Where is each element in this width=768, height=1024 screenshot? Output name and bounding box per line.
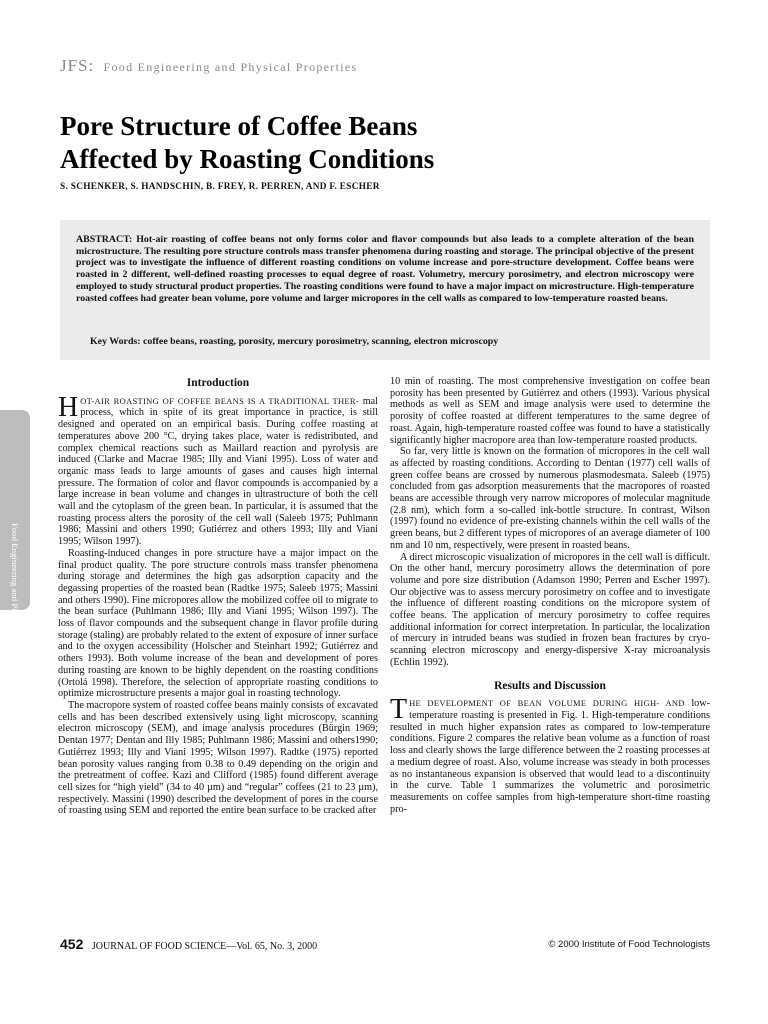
intro-paragraph-3: The macropore system of roasted coffee beans mainly consists of excavated cells and has been described extensively using light microscopy, scanning electron microscopy (SEM), and image analysis procedures (Bürgin 1969; Dentan 1977; Dentan and Illy 1985; Puhlmann 1986; Massini and others1990; Gutiérrez 1993; Illy and Viani 1995; Wilson 1997). Radtke (1975) reported bean porosity values ranging from 0.38 to 0.49 depending on the origin and the pretreatment of coffee. Kazi and Clifford (1985) found different average cell sizes for “high yield” (34 to 40 µm) and “regular” coffees (21 to 23 µm), respectively. Massini (1990) described the development of pores in the course of roasting using SEM and reported the entire bean surface to be cracked after (58, 699, 378, 817)
title-line-1: Pore Structure of Coffee Beans (60, 111, 418, 141)
results-discussion-heading: Results and Discussion (494, 679, 606, 692)
right-column (390, 376, 710, 936)
introduction-heading: Introduction (186, 377, 250, 389)
drop-cap: T (390, 694, 408, 726)
intro-paragraph-2: Roasting-induced changes in pore structure have a major impact on the final product quality. The pore structure controls mass transfer phenomena during storage and determines the high gas adsorption capacity and the degassing properties of the roasted bean (Radtke 1975; Saleeb 1975; Massini and others 1990). Fine micropores allow the mobilized coffee oil to migrate to the bean surface (Puhlmann 1986; Illy and Viani 1995; Wilson 1997). The loss of flavor compounds and the subsequent change in flavor profile during storage (staling) are probably related to the extent of exposure of inner surface and to the oxygen accessibility (Holscher and Steinhart 1992; Gutiérrez and others 1993). Both volume increase of the bean and development of pores during roasting are known to be highly dependent on the roasting conditions (Ortolá 1998). Therefore, the selection of appropriate roasting conditions to optimize microstructure presents a major goal in roasting technology. (58, 547, 378, 700)
paragraph-body: low-temperature roasting is presented in Fig. 1. High-temperature conditions resulted in much higher expansion rates as compared to low-temperature conditions. Figure 2 compares the relative bean volume as a function of roast loss and clearly shows the large difference between the 2 roasting processes at a medium degree of roast. Also, volume increase was steady in both processes as no instantaneous expansion is observed that would lead to a discontinuity in the curve. Table 1 summarizes the volumetric and porosimetric measurements on coffee samples from high-temperature short-time roasting pro- (390, 698, 710, 815)
journal-header (60, 56, 357, 76)
left-column (58, 376, 378, 936)
keywords: Key Words: coffee beans, roasting, porosity, mercury porosimetry, scanning, electron microscopy (90, 336, 499, 347)
paragraph-body: mal process, which in spite of its great importance in practice, is still designed and operated on an empirical basis. During coffee roasting at temperatures above 200 °C, drying takes place, water is redistributed, and complex chemical reactions such as Maillard reaction and pyrolysis are induced (Clarke and Macrae 1985; Illy and Viani 1995). Loss of water and organic mass leads to large amounts of gases and causes high internal pressure. The formation of color and flavor compounds is accompanied by a large increase in bean volume and changes in ultrastructure of both the cell wall and the cytoplasm of the green bean. In particular, it is assumed that the roasting process alters the porosity of the cell wall (Saleeb 1975; Puhlmann 1986; Massini and others 1990; Gutiérrez and others 1993; Illy and Viani 1995; Wilson 1997). (58, 395, 378, 548)
abstract-text: ABSTRACT: Hot-air roasting of coffee beans not only forms color and flavor compounds but also leads to a complete alteration of the bean microstructure. The resulting pore structure controls mass transfer phenomena during roasting and storage. The principal objective of the present project was to investigate the influence of different roasting conditions on volume increase and pore-structure development. Coffee beans were roasted in 2 different, well-defined roasting processes to equal degree of roast. Volumetry, mercury porosimetry, and electron microscopy were employed to study structural product properties. The roasting conditions were found to have a major impact on microstructure. High-temperature roasted coffees had greater bean volume, pore volume and larger micropores in the cell walls as compared to low-temperature roasted beans. (76, 234, 694, 304)
drop-cap: H (58, 391, 79, 423)
intro-paragraph-6: A direct microscopic visualization of micropores in the cell wall is difficult. On the other hand, mercury porosimetry allows the determination of pore volume and pore size distribution (Adamson 1990; Perren and Escher 1997). Our objective was to assess mercury porosimetry on coffee and to investigate the influence of different roasting conditions on the micropore system of coffee beans. The application of mercury porosimetry to coffee requires additional information for correct interpretation. In particular, the localization of mercury in intruded beans was studied in frozen bean fractures by cryo-scanning electron microscopy and energy-dispersive X-ray microanalysis (Echlin 1992). (390, 551, 710, 668)
intro-paragraph-5: So far, very little is known on the formation of micropores in the cell wall as affected by roasting conditions. According to Dentan (1977) cell walls of green coffee beans are crossed by numerous plasmodesmata. Saleeb (1975) concluded from gas adsorption measurements that the macropores of roasted beans are accessible through very narrow micropores of molecular magnitude (2.8 nm), which form a so-called ink-bottle structure. In contrast, Wilson (1997) found no evidence of pre-existing channels within the cell walls of the green beans, but 2 different types of micropores of an average diameter of 100 nm and 10 nm, respectively, were present in roasted beans. (390, 446, 710, 551)
section-side-tab (0, 410, 30, 672)
page-number: 452 (60, 936, 84, 952)
title-line-2: Affected by Roasting Conditions (60, 144, 435, 174)
copyright-notice: © 2000 Institute of Food Technologists (548, 939, 710, 950)
page-footer (60, 936, 710, 954)
journal-citation: JOURNAL OF FOOD SCIENCE—Vol. 65, No. 3, 2000 (91, 941, 318, 952)
lead-in: HE DEVELOPMENT OF BEAN VOLUME DURING HIGH- AND (409, 698, 685, 709)
journal-section: Food Engineering and Physical Properties (103, 60, 358, 74)
article-title (60, 110, 700, 176)
intro-paragraph-4: 10 min of roasting. The most comprehensive investigation on coffee bean porosity has been presented by Gutiérrez and others (1993). Various physical methods as well as SEM and image analysis were used to determine the porosity of coffee roasted at different temperatures to the same degree of roast. Again, high-temperature roasted coffee was found to have a statistically significantly higher macropore area than low-temperature roasted products. (390, 376, 710, 446)
author-list: S. SCHENKER, S. HANDSCHIN, B. FREY, R. PERREN, AND F. ESCHER (60, 182, 380, 192)
intro-paragraph-1 (58, 391, 378, 548)
lead-in: OT-AIR ROASTING OF COFFEE BEANS IS A TRADITIONAL THER- (80, 395, 359, 406)
results-paragraph-1 (390, 694, 710, 815)
journal-abbreviation: JFS: (60, 56, 95, 75)
abstract-box (60, 220, 710, 360)
side-tab-label: Food Engineering and Physical Properties (10, 522, 20, 672)
